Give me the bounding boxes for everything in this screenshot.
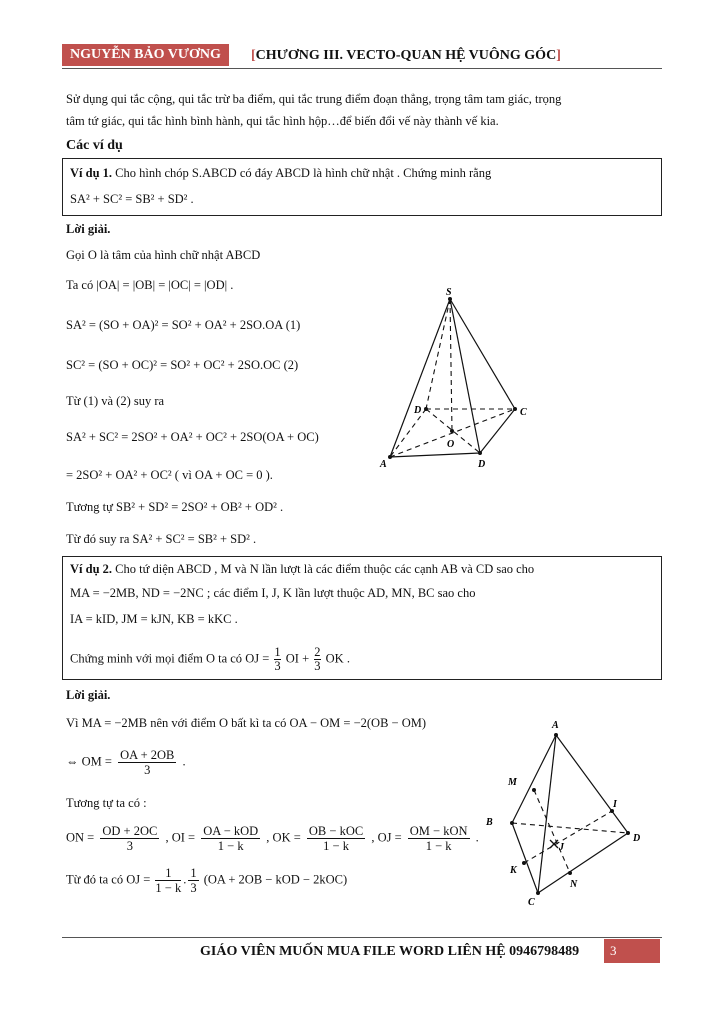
solution-2-line-1: Vì MA = −2MB nên với điểm O bất kì ta có OA − OM = −2(OB − OM): [66, 716, 427, 730]
solution-2-line-5: Từ đó ta có OJ = $\frac{1}{1 - k}$ . $\frac{1}{3}$ (OA + 2OB − kOD − 2kOC): [66, 866, 348, 895]
solution-2-line-3: Tương tự ta có :: [66, 796, 147, 810]
solution-1-line-3: SA² = (SO + OA)² = SO² + OA² + 2SO.OA (1): [66, 318, 301, 332]
edge-AD: [390, 453, 480, 457]
edge-AD: [556, 735, 628, 833]
point-N: [568, 871, 572, 875]
pyramid-figure: [370, 285, 540, 475]
section-title: Các ví dụ: [66, 138, 123, 153]
fraction-oj: OM − kON 1 − k: [409, 824, 468, 853]
point-B: [510, 821, 514, 825]
point-O: [450, 429, 454, 433]
solution-1-line-8: Tương tự SB² + SD² = 2SO² + OB² + OD² .: [66, 500, 284, 514]
label-K: K: [510, 865, 517, 876]
point-A: [388, 455, 392, 459]
chapter-text: CHƯƠNG III. VECTO-QUAN HỆ VUÔNG GÓC: [255, 48, 557, 63]
solution-1-line-2: Ta có |OA| = |OB| = |OC| = |OD| .: [66, 278, 234, 292]
fraction-om: $\frac{OA + 2OB}{3}$: [120, 748, 175, 777]
example-1-text: Cho hình chóp S.ABCD có đáy ABCD là hình chữ nhật . Chứng minh rằng: [112, 166, 492, 180]
solution-1-line-7: = 2SO² + OA² + OC² ( vì OA + OC = 0 ).: [66, 468, 273, 482]
fraction-oi: OA − kOD 1 − k: [203, 824, 259, 853]
example-2-line-2: MA = −2MB, ND = −2NC ; các điểm I, J, K lần lượt thuộc AD, MN, BC sao cho: [70, 586, 476, 600]
label-A: A: [552, 720, 559, 731]
bracket-close: ]: [556, 48, 561, 63]
fraction-ok: OB − kOC 1 − k: [308, 824, 364, 853]
example-1-formula: SA² + SC² = SB² + SD² .: [70, 192, 194, 206]
header-divider: [62, 68, 662, 69]
example-2-line-1: [70, 560, 534, 578]
intro-line-2: tâm tứ giác, qui tắc hình bình hành, qui tắc hình hộp…để biến đổi vế này thành vế kia.: [66, 114, 499, 128]
label-C: C: [528, 897, 535, 908]
solution-1-line-1: Gọi O là tâm của hình chữ nhật ABCD: [66, 248, 261, 262]
example-2-text: Cho tứ diện ABCD , M và N lần lượt là các điểm thuộc các cạnh AB và CD sao cho: [112, 562, 535, 576]
example-2-line-4: Chứng minh với mọi điểm O ta có OJ = $\frac{1}{3}$ OI + $\frac{2}{3}$ OK .: [70, 645, 350, 673]
fraction-on: $\frac{OD + 2OC}{3}$: [102, 824, 158, 853]
solution-1-label: Lời giải.: [66, 222, 111, 236]
height-SO: [450, 299, 452, 431]
segment-KI: [524, 811, 612, 863]
edge-DC: [480, 409, 515, 453]
label-B: B: [486, 817, 493, 828]
label-D: D: [633, 833, 641, 844]
edge-AB: [512, 735, 556, 823]
segment-MN: [534, 790, 570, 873]
label-A: A: [380, 459, 387, 470]
edge-SA: [390, 299, 450, 457]
footer-divider: [62, 937, 662, 938]
label-M: M: [508, 777, 517, 788]
edge-SD-front: [450, 299, 480, 453]
label-S: S: [446, 287, 452, 298]
page-number: 3: [604, 939, 660, 963]
solution-2-label: Lời giải.: [66, 688, 111, 702]
header-chapter-title: [251, 46, 561, 66]
fraction-1-over-3: $\frac{1}{3}$: [190, 866, 197, 895]
example-2-label: Ví dụ 2.: [70, 562, 113, 576]
point-C: [513, 407, 517, 411]
example-1-label: Ví dụ 1.: [70, 166, 113, 180]
point-D: [626, 831, 630, 835]
header-author: NGUYỄN BẢO VƯƠNG: [70, 47, 221, 62]
label-D-front: D: [478, 459, 486, 470]
fraction-2-3: $\frac{2}{3}$: [314, 645, 321, 673]
edge-AC: [538, 735, 556, 893]
footer-contact: GIÁO VIÊN MUỐN MUA FILE WORD LIÊN HỆ 0946798489: [200, 944, 580, 959]
intro-line-1: Sử dụng qui tắc cộng, qui tắc trừ ba điểm, qui tắc trung điểm đoạn thẳng, trọng tâm tam giác, trọng: [66, 92, 562, 106]
edge-SC: [450, 299, 515, 409]
edge-BD: [512, 823, 628, 833]
point-A: [554, 733, 558, 737]
label-O: O: [447, 439, 455, 450]
fraction-1-over-1mk: $\frac{1}{1 - k}$: [155, 866, 182, 895]
header-author-badge: [62, 44, 229, 66]
example-2-line-3: IA = kID, JM = kJN, KB = kKC .: [70, 612, 238, 626]
solution-1-line-4: SC² = (SO + OC)² = SO² + OC² + 2SO.OC (2): [66, 358, 299, 372]
solution-1-line-5: Từ (1) và (2) suy ra: [66, 394, 165, 408]
bracket-open: [: [251, 48, 256, 63]
point-K: [522, 861, 526, 865]
solution-2-line-4: ON = $\frac{OD + 2OC}{3}$ , OI = OA − kOD 1 − k , OK = OB − kOC 1 − k , OJ = OM − kON 1 − k .: [66, 824, 479, 853]
edge-BC: [512, 823, 538, 893]
label-J: J: [559, 842, 564, 853]
solution-1-line-9: Từ đó suy ra SA² + SC² = SB² + SD² .: [66, 532, 257, 546]
tetrahedron-figure: [480, 715, 645, 910]
label-I: I: [613, 799, 617, 810]
fraction-1-3: $\frac{1}{3}$: [274, 645, 281, 673]
label-N: N: [570, 879, 578, 890]
point-D-front: [478, 451, 482, 455]
label-D-back: D: [414, 405, 422, 416]
point-C: [536, 891, 540, 895]
point-M: [532, 788, 536, 792]
solution-2-line-2: ⇔ OM = $\frac{OA + 2OB}{3}$ .: [66, 748, 186, 777]
example-1-statement: [70, 164, 491, 182]
solution-1-line-6: SA² + SC² = 2SO² + OA² + OC² + 2SO(OA + OC): [66, 430, 319, 444]
label-C: C: [520, 407, 527, 418]
point-D-back: [424, 407, 428, 411]
